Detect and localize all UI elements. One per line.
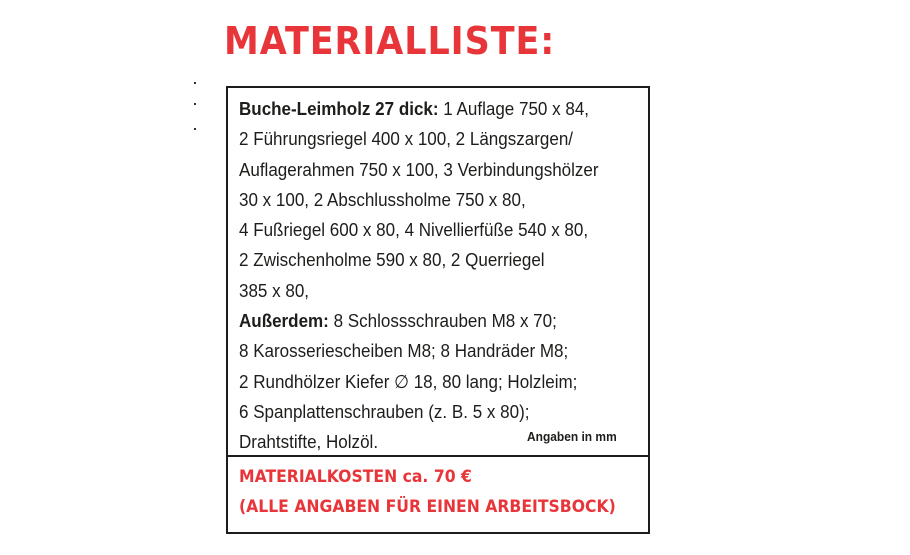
list-line: Auflagerahmen 750 x 100, 3 Verbindungshölzer xyxy=(239,158,599,180)
list-line: Drahtstifte, Holzöl. xyxy=(239,431,379,453)
list-line: 4 Fußriegel 600 x 80, 4 Nivellierfüße 540 x 80, xyxy=(239,219,589,241)
decorative-dot xyxy=(194,128,196,130)
wood-heading: Buche-Leimholz 27 dick: xyxy=(239,98,439,119)
list-line: 2 Zwischenholme 590 x 80, 2 Querriegel xyxy=(239,249,545,271)
list-line: 385 x 80, xyxy=(239,279,310,301)
list-line: 2 Rundhölzer Kiefer ∅ 18, 80 lang; Holzleim; xyxy=(239,370,578,392)
cost-section xyxy=(239,462,616,522)
material-list-box xyxy=(226,86,650,534)
cost-line: MATERIALKOSTEN ca. 70 € xyxy=(239,467,472,487)
list-line: 6 Spanplattenschrauben (z. B. 5 x 80); xyxy=(239,400,530,422)
list-line: 8 Karosseriescheiben M8; 8 Handräder M8; xyxy=(239,340,569,362)
decorative-dot xyxy=(194,103,196,105)
material-list-text xyxy=(239,94,616,458)
list-line: Außerdem: 8 Schlossschrauben M8 x 70; xyxy=(239,310,557,332)
extras-heading: Außerdem: xyxy=(239,310,329,332)
decorative-dot xyxy=(194,82,196,84)
divider xyxy=(228,455,648,457)
list-line: 30 x 100, 2 Abschlussholme 750 x 80, xyxy=(239,188,526,210)
cost-note: (ALLE ANGABEN FÜR EINEN ARBEITSBOCK) xyxy=(239,497,616,517)
unit-note: Angaben in mm xyxy=(527,429,617,444)
list-line: 2 Führungsriegel 400 x 100, 2 Längszargen/ xyxy=(239,128,574,150)
page-title: MATERIALLISTE: xyxy=(224,19,556,63)
list-line: Buche-Leimholz 27 dick: 1 Auflage 750 x 84, xyxy=(239,98,590,119)
